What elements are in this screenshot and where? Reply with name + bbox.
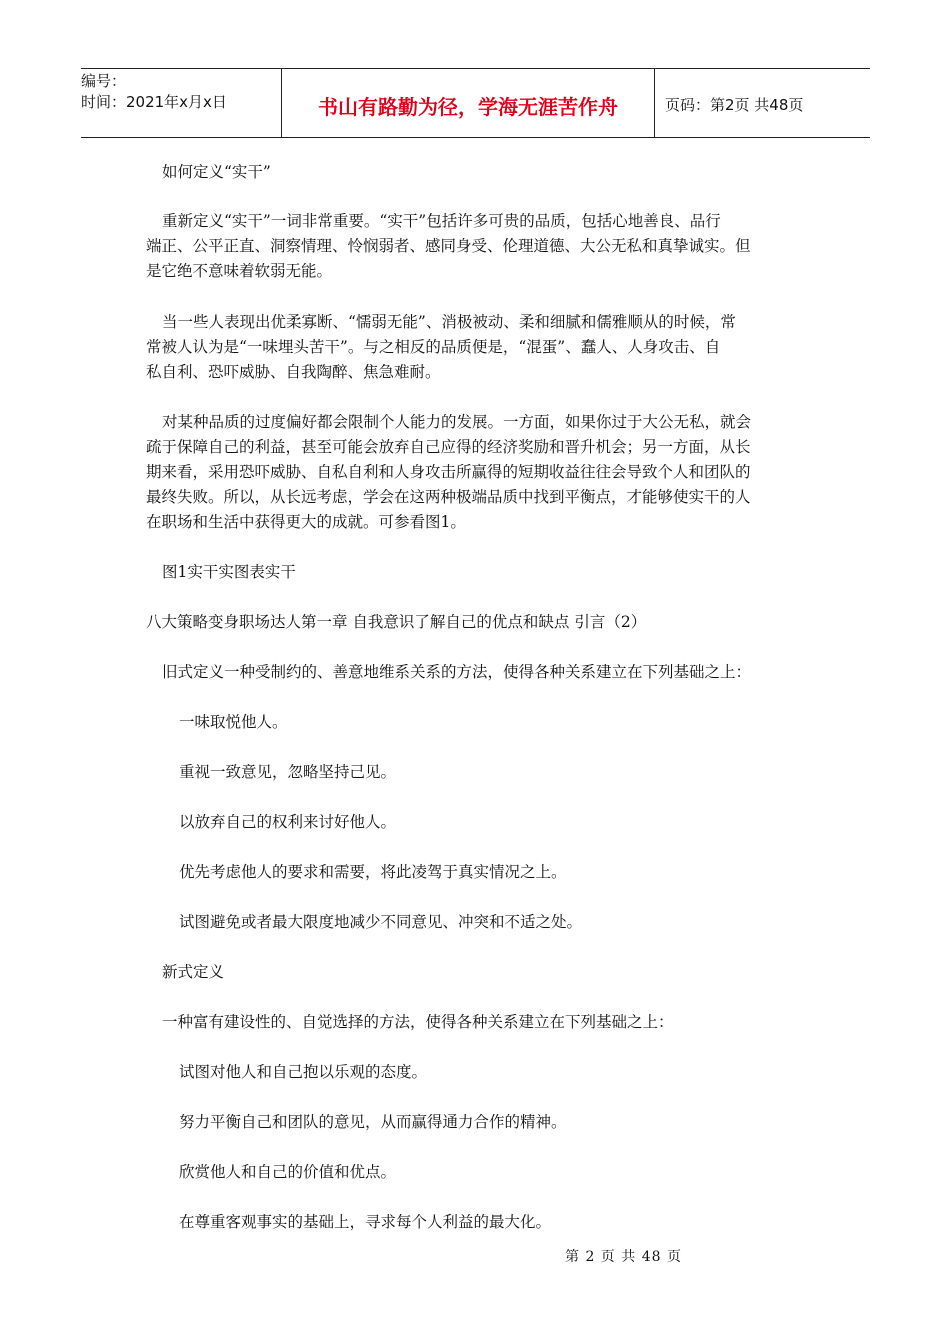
paragraph-line: 对某种品质的过度偏好都会限制个人能力的发展。一方面，如果你过于大公无私，就会 <box>162 413 752 431</box>
header-page-info: 页码：第2页 共48页 <box>665 95 804 114</box>
list-item: 在尊重客观事实的基础上，寻求每个人利益的最大化。 <box>179 1213 552 1231</box>
paragraph-line: 是它绝不意味着软弱无能。 <box>146 262 333 280</box>
list-item: 欣赏他人和自己的价值和优点。 <box>179 1163 397 1181</box>
paragraph-line: 一种富有建设性的、自觉选择的方法，使得各种关系建立在下列基础之上： <box>162 1013 674 1031</box>
code-label: 编号： <box>81 72 127 90</box>
list-item: 努力平衡自己和团队的意见，从而赢得通力合作的精神。 <box>179 1113 567 1131</box>
figure-caption: 图1实干实图表实干 <box>162 563 296 581</box>
page-header <box>81 68 870 138</box>
list-item: 以放弃自己的权利来讨好他人。 <box>179 813 397 831</box>
paragraph-line: 在职场和生活中获得更大的成就。可参看图1。 <box>146 513 466 531</box>
chapter-title: 八大策略变身职场达人第一章 自我意识了解自己的优点和缺点 引言（2） <box>146 613 647 631</box>
list-item: 重视一致意见，忽略坚持己见。 <box>179 763 397 781</box>
paragraph-line: 常被人认为是“一味埋头苦干”。与之相反的品质便是，“混蛋”、蠢人、人身攻击、自 <box>146 338 721 356</box>
list-item: 优先考虑他人的要求和需要，将此凌驾于真实情况之上。 <box>179 863 567 881</box>
paragraph-line: 最终失败。所以，从长远考虑，学会在这两种极端品质中找到平衡点，才能够使实干的人 <box>146 488 751 506</box>
page-footer: 第 2 页 共 48 页 <box>565 1249 682 1265</box>
paragraph-line: 旧式定义一种受制约的、善意地维系关系的方法，使得各种关系建立在下列基础之上： <box>162 663 752 681</box>
list-item: 试图对他人和自己抱以乐观的态度。 <box>179 1063 428 1081</box>
paragraph-line: 疏于保障自己的利益，甚至可能会放弃自己应得的经济奖励和晋升机会；另一方面，从长 <box>146 438 751 456</box>
paragraph-line: 端正、公平正直、洞察情理、怜悯弱者、感同身受、伦理道德、大公无私和真挚诚实。但 <box>146 237 751 255</box>
header-motto: 书山有路勤为径，学海无涯苦作舟 <box>282 69 655 137</box>
section-heading: 如何定义“实干” <box>162 163 271 181</box>
time-label: 时间：2021年x月x日 <box>81 93 227 111</box>
paragraph-line: 当一些人表现出优柔寡断、“懦弱无能”、消极被动、柔和细腻和儒雅顺从的时候，常 <box>162 313 736 331</box>
section-heading: 新式定义 <box>162 963 225 981</box>
paragraph-line: 期来看，采用恐吓威胁、自私自利和人身攻击所赢得的短期收益往往会导致个人和团队的 <box>146 463 751 481</box>
list-item: 试图避免或者最大限度地减少不同意见、冲突和不适之处。 <box>179 913 583 931</box>
paragraph-line: 重新定义“实干”一词非常重要。“实干”包括许多可贵的品质，包括心地善良、品行 <box>162 212 721 230</box>
list-item: 一味取悦他人。 <box>179 713 288 731</box>
header-meta <box>81 69 282 137</box>
paragraph-line: 私自利、恐吓威胁、自我陶醉、焦急难耐。 <box>146 363 441 381</box>
